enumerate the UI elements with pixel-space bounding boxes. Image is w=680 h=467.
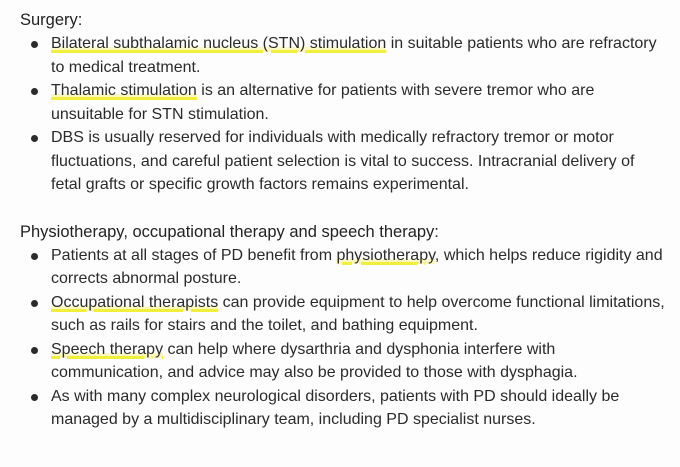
list-item (20, 244, 666, 291)
highlighted-text: Occupational therapists (51, 293, 219, 311)
list-item (20, 385, 666, 432)
section-heading: Physiotherapy, occupational therapy and speech therapy: (20, 222, 439, 241)
list-item (20, 338, 666, 385)
list-item (20, 79, 666, 126)
section-heading: Surgery: (20, 11, 83, 29)
bullet-dot-icon (31, 135, 38, 142)
highlighted-text: Speech therapy (51, 340, 164, 358)
item-text-after: can help where dysarthria and dysphonia interfere with communication, and advice may also be provided to those with dysphagia. (51, 340, 578, 381)
item-text-after: can provide equipment to help overcome functional limitations, such as rails for stairs and the toilet, and bathing equipment. (51, 293, 665, 334)
item-text-before: Patients at all stages of PD benefit from (51, 246, 337, 264)
item-text-before: DBS is usually reserved for individuals with medically refractory tremor or motor fluctuations, and careful patient selection is vital to success. Intracranial delivery of fetal grafts or specific growth factors remains experimental. (51, 129, 635, 193)
bullet-list (20, 244, 666, 432)
highlighted-text: physiotherapy (336, 246, 435, 264)
bullet-dot-icon (31, 253, 38, 260)
bullet-dot-icon (31, 88, 38, 95)
list-item (20, 291, 666, 338)
list-item (20, 32, 666, 79)
item-text-before: As with many complex neurological disorders, patients with PD should ideally be managed by a multidisciplinary team, including PD specialist nurses. (51, 387, 620, 428)
item-text-after: is an alternative for patients with severe tremor who are unsuitable for STN stimulation. (51, 82, 595, 123)
item-text-after: , which helps reduce rigidity and corrects abnormal posture. (51, 246, 663, 287)
highlighted-text: Thalamic stimulation (51, 82, 197, 99)
section-therapy (20, 220, 666, 432)
item-text-after: in suitable patients who are refractory to medical treatment. (51, 35, 657, 76)
bullet-dot-icon (31, 394, 38, 401)
bullet-list (20, 32, 666, 197)
bullet-dot-icon (31, 300, 38, 307)
section-surgery (20, 8, 666, 197)
list-item (20, 126, 666, 197)
bullet-dot-icon (31, 347, 38, 354)
highlighted-text: Bilateral subthalamic nucleus (STN) stimulation (51, 35, 387, 52)
bullet-dot-icon (31, 41, 38, 48)
